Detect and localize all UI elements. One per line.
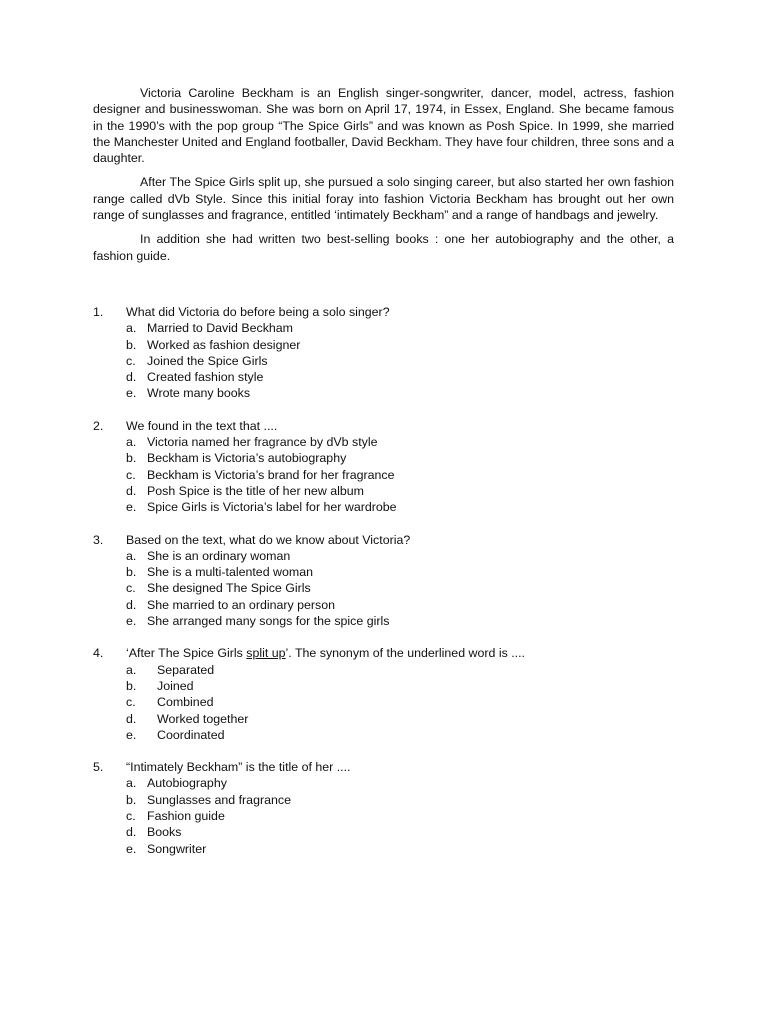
option-text: Sunglasses and fragrance: [147, 792, 291, 807]
option-text: Coordinated: [157, 727, 225, 742]
option-letter: b.: [126, 337, 137, 352]
option-letter: b.: [126, 451, 137, 466]
option-letter: d.: [126, 370, 137, 385]
answer-option: [93, 353, 674, 369]
answer-options: [93, 662, 674, 743]
answer-option: [93, 841, 674, 857]
reading-passage: [93, 85, 674, 264]
answer-option: [93, 613, 674, 629]
answer-option: [93, 320, 674, 336]
answer-options: [93, 775, 674, 856]
question-text: We found in the text that ....: [126, 418, 278, 433]
question-text: [126, 645, 674, 661]
question-number: 5.: [93, 760, 104, 775]
option-text: Created fashion style: [147, 370, 264, 385]
option-text: Married to David Beckham: [147, 321, 293, 336]
option-letter: b.: [126, 792, 137, 807]
option-text: Spice Girls is Victoria’s label for her wardrobe: [147, 500, 397, 515]
option-text: Worked as fashion designer: [147, 337, 301, 352]
answer-options: [93, 434, 674, 515]
answer-option: [93, 385, 674, 401]
answer-options: [93, 320, 674, 401]
answer-option: [93, 662, 674, 678]
question-2: [93, 418, 674, 516]
option-letter: e.: [126, 841, 137, 856]
option-letter: a.: [126, 321, 137, 336]
answer-option: [93, 808, 674, 824]
answer-option: [93, 678, 674, 694]
option-letter: d.: [126, 597, 137, 612]
answer-option: [93, 792, 674, 808]
passage-paragraph: Victoria Caroline Beckham is an English singer-songwriter, dancer, model, actress, fashion designer and businesswoman. She was born on April 17, 1974, in Essex, England. She became famous in the 1990’s with the pop group “The Spice Girls” and was known as Posh Spice. In 1999, she married the Manchester United and England footballer, David Beckham. They have four children, three sons and a daughter.: [93, 86, 674, 166]
answer-option: [93, 434, 674, 450]
option-text: Victoria named her fragrance by dVb style: [147, 435, 378, 450]
underlined-word: split up: [246, 646, 286, 661]
answer-option: [93, 467, 674, 483]
option-text: Books: [147, 825, 182, 840]
question-3: [93, 532, 674, 630]
option-letter: b.: [126, 678, 137, 693]
answer-option: [93, 711, 674, 727]
question-number: 2.: [93, 418, 104, 433]
option-text: She is an ordinary woman: [147, 548, 291, 563]
option-text: Separated: [157, 662, 215, 677]
option-letter: c.: [126, 467, 136, 482]
option-text: Songwriter: [147, 841, 207, 856]
answer-option: [93, 548, 674, 564]
answer-options: [93, 548, 674, 629]
option-text: Worked together: [157, 711, 249, 726]
option-letter: b.: [126, 565, 137, 580]
passage-paragraph: In addition she had written two best-selling books : one her autobiography and the other, a fashion guide.: [93, 232, 674, 263]
option-text: Joined the Spice Girls: [147, 353, 268, 368]
question-text-start: ‘After The Spice Girls: [126, 646, 247, 661]
question-text: “Intimately Beckham” is the title of her ....: [126, 760, 351, 775]
option-letter: d.: [126, 825, 137, 840]
option-letter: a.: [126, 435, 137, 450]
option-text: Fashion guide: [147, 808, 225, 823]
option-text: She arranged many songs for the spice girls: [147, 614, 390, 629]
option-letter: e.: [126, 500, 137, 515]
option-text: She married to an ordinary person: [147, 597, 336, 612]
option-text: Posh Spice is the title of her new album: [147, 483, 364, 498]
option-letter: a.: [126, 548, 137, 563]
option-letter: c.: [126, 808, 136, 823]
option-letter: e.: [126, 614, 137, 629]
question-5: [93, 759, 674, 857]
answer-option: [93, 499, 674, 515]
answer-option: [93, 483, 674, 499]
answer-option: [93, 727, 674, 743]
option-letter: c.: [126, 581, 136, 596]
answer-option: [93, 564, 674, 580]
option-letter: d.: [126, 711, 137, 726]
question-number: 1.: [93, 304, 104, 319]
option-letter: d.: [126, 483, 137, 498]
option-text: Beckham is Victoria’s autobiography: [147, 451, 347, 466]
answer-option: [93, 450, 674, 466]
question-text: What did Victoria do before being a solo singer?: [126, 304, 390, 319]
option-text: She designed The Spice Girls: [147, 581, 311, 596]
question-4: [93, 645, 674, 743]
question-1: [93, 304, 674, 402]
question-text-end: ’. The synonym of the underlined word is ....: [285, 646, 525, 661]
answer-option: [93, 824, 674, 840]
option-text: Joined: [157, 678, 194, 693]
answer-option: [93, 337, 674, 353]
option-letter: a.: [126, 776, 137, 791]
option-text: Beckham is Victoria’s brand for her fragrance: [147, 467, 395, 482]
option-letter: e.: [126, 386, 137, 401]
option-text: Combined: [157, 695, 214, 710]
option-text: She is a multi-talented woman: [147, 565, 313, 580]
answer-option: [93, 369, 674, 385]
passage-paragraph: After The Spice Girls split up, she pursued a solo singing career, but also started her own fashion range called dVb Style. Since this initial foray into fashion Victoria Beckham has brought out her own range of sunglasses and fragrance, entitled ‘intimately Beckham” and a range of handbags and jewelry.: [93, 175, 674, 223]
option-letter: c.: [126, 353, 136, 368]
question-number: 3.: [93, 532, 104, 547]
option-text: Autobiography: [147, 776, 227, 791]
option-text: Wrote many books: [147, 386, 251, 401]
document-page: [93, 85, 674, 873]
question-text: Based on the text, what do we know about Victoria?: [126, 532, 411, 547]
question-list: [93, 304, 674, 857]
answer-option: [93, 597, 674, 613]
answer-option: [93, 775, 674, 791]
option-letter: c.: [126, 695, 136, 710]
option-letter: a.: [126, 662, 137, 677]
answer-option: [93, 580, 674, 596]
option-letter: e.: [126, 727, 137, 742]
question-number: 4.: [93, 646, 104, 661]
answer-option: [93, 694, 674, 710]
